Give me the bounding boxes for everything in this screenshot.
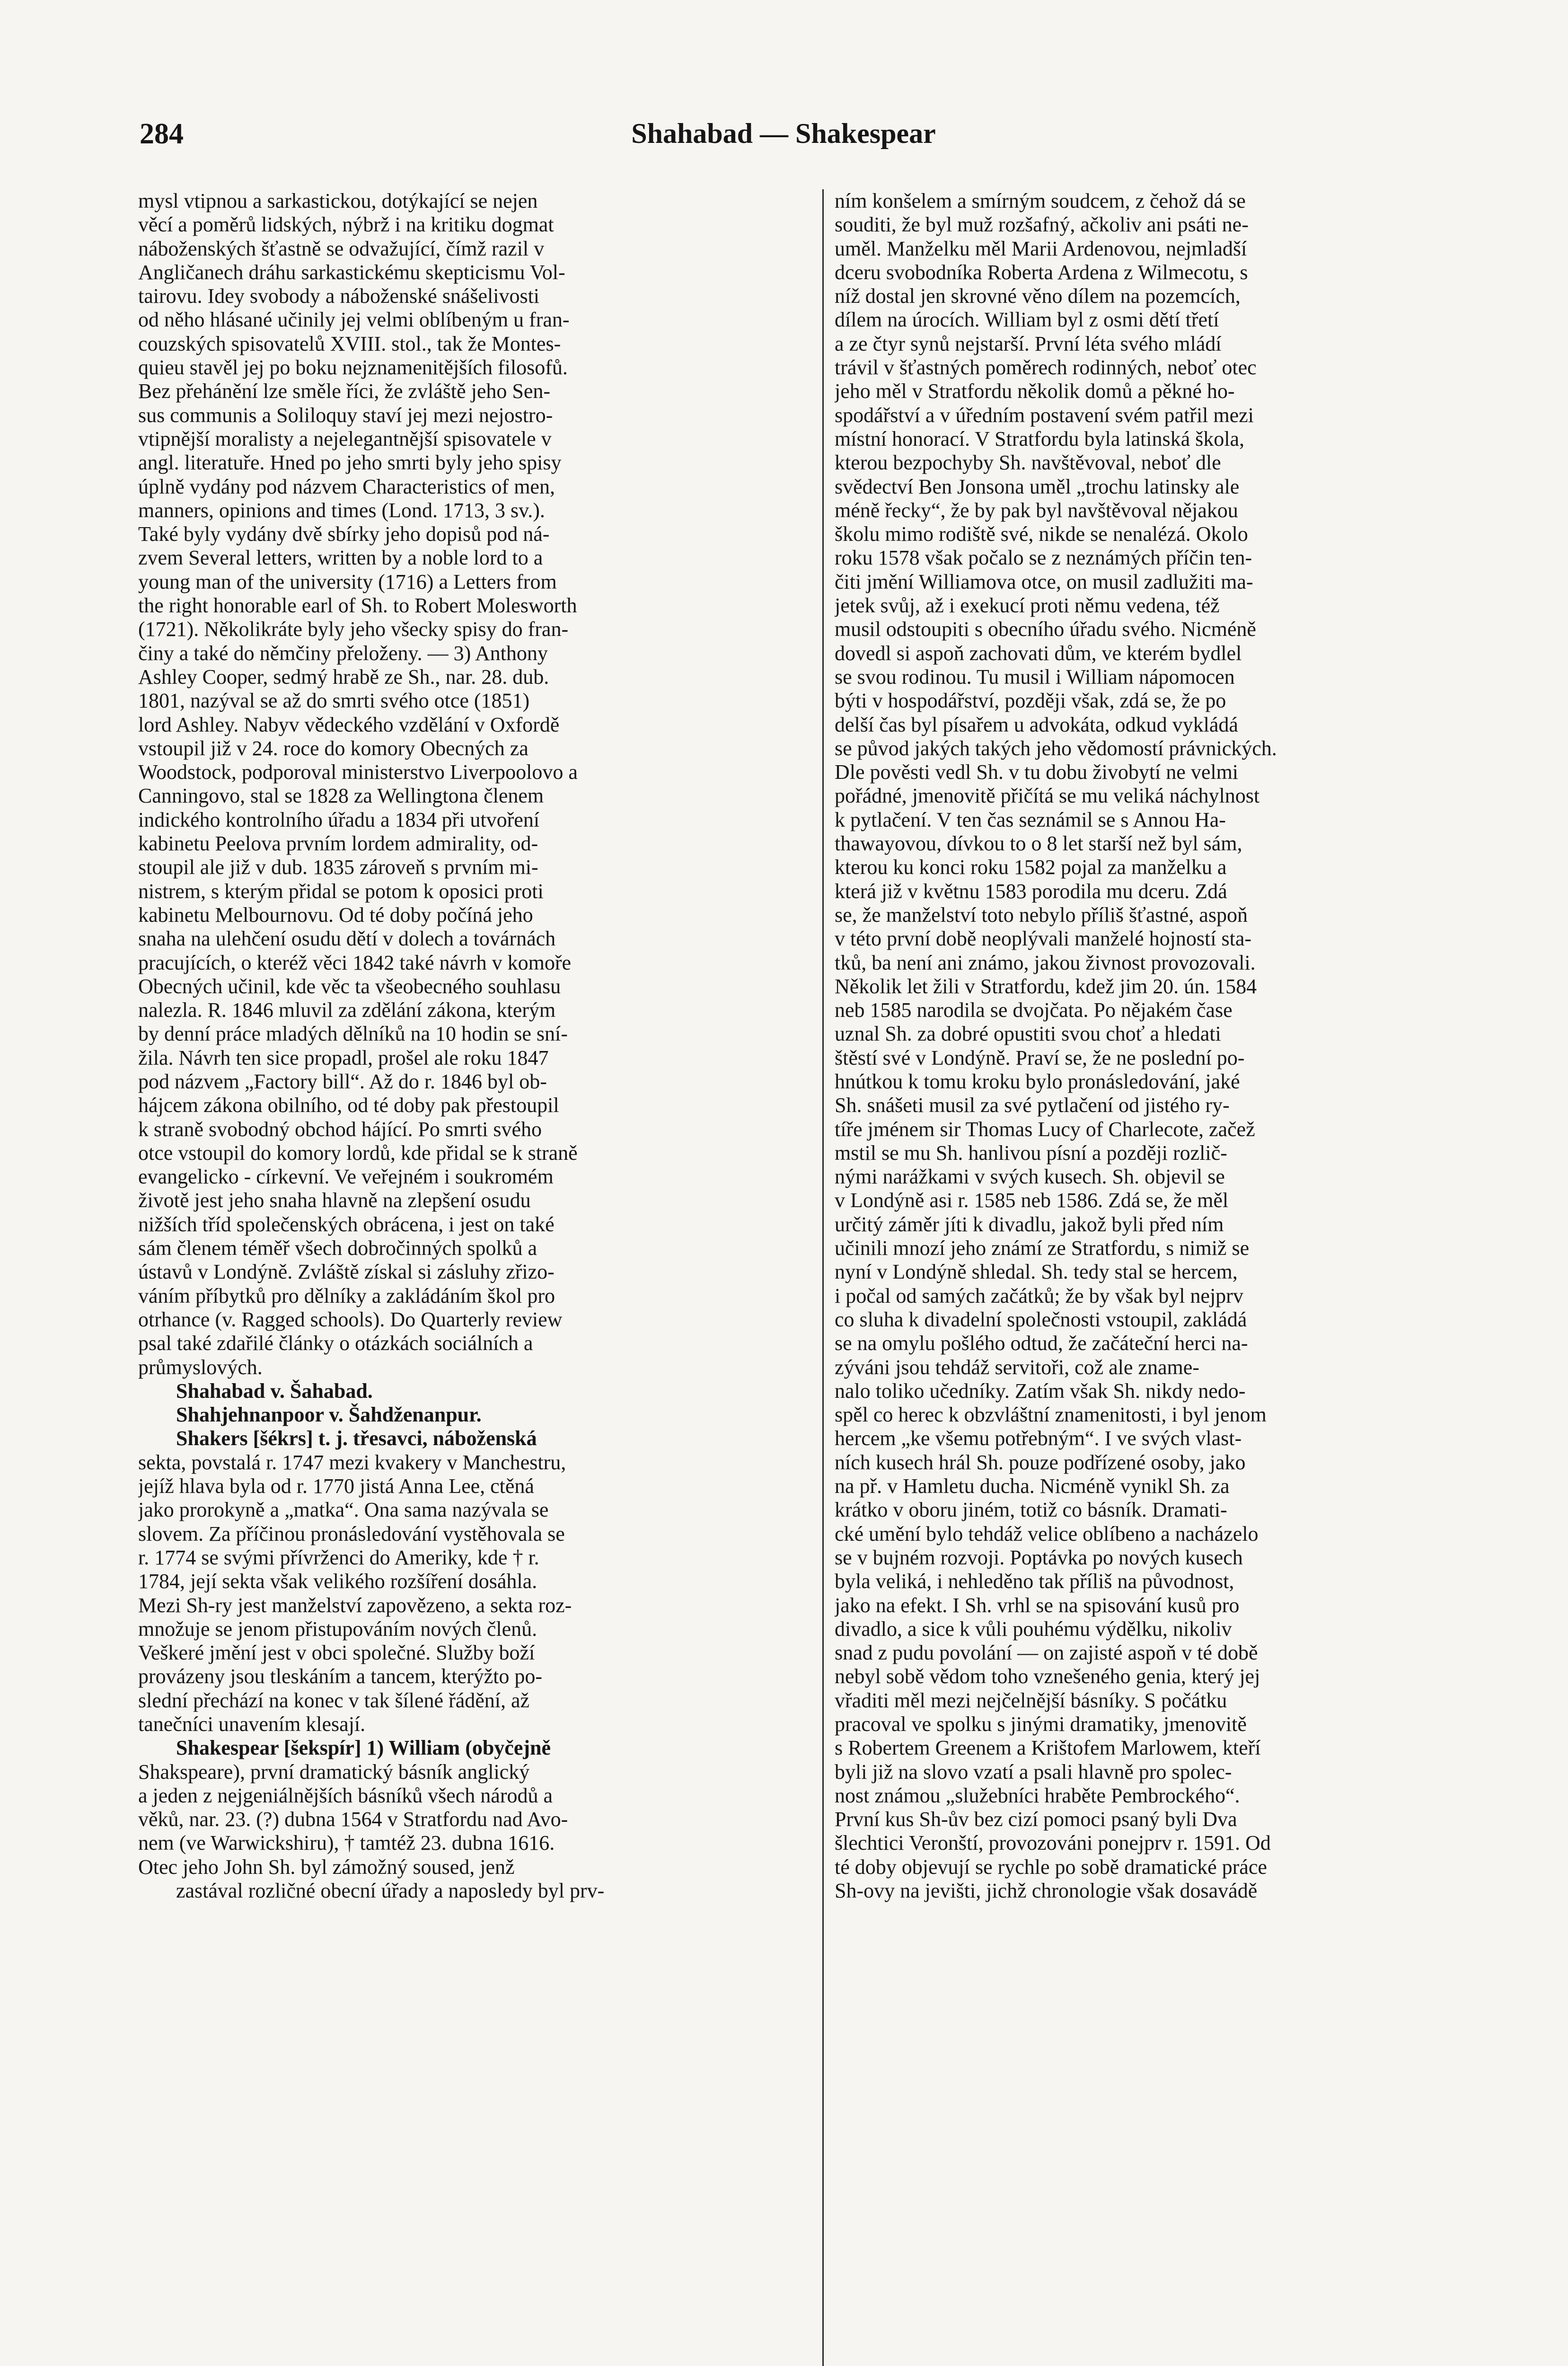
text-line: thawayovou, dívkou to o 8 let starší než byl sám, bbox=[835, 832, 1242, 856]
text-line: sus communis a Soliloquy staví jej mezi nejostro- bbox=[138, 403, 553, 427]
text-line: souditi, že byl muž rozšafný, ačkoliv ani psáti ne- bbox=[835, 213, 1249, 237]
text-line: uznal Sh. za dobré opustiti svou choť a hledati bbox=[835, 1022, 1221, 1046]
text-line: 1801, nazýval se až do smrti svého otce (1851) bbox=[138, 689, 530, 713]
text-line: nyní v Londýně shledal. Sh. tedy stal se hercem, bbox=[835, 1260, 1238, 1284]
text-line: a ze čtyr synů nejstarší. První léta svého mládí bbox=[835, 332, 1222, 355]
text-line: pracoval ve spolku s jinými dramatiky, jmenovitě bbox=[835, 1713, 1247, 1736]
text-line: nebyl sobě vědom toho vznešeného genia, který jej bbox=[835, 1665, 1260, 1688]
text-line: hájcem zákona obilního, od té doby pak přestoupil bbox=[138, 1094, 559, 1117]
text-line: určitý záměr jíti k divadlu, jakož byli před ním bbox=[835, 1212, 1224, 1236]
text-line: kterou bezpochyby Sh. navštěvoval, neboť dle bbox=[835, 451, 1221, 475]
text-line: Veškeré jmění jest v obci společné. Služby boží bbox=[138, 1641, 535, 1665]
text-line: otce vstoupil do komory lordů, kde přidal se k straně bbox=[138, 1141, 578, 1165]
text-line: školu mimo rodiště své, nikde se nenalézá. Okolo bbox=[835, 522, 1248, 546]
text-line: náboženských šťastně se odvažující, čímž razil v bbox=[138, 237, 545, 260]
text-line: Obecných učinil, kde věc ta všeobecného souhlasu bbox=[138, 974, 561, 998]
text-line: šlechtici Veronští, provozováni ponejprv r. 1591. Od bbox=[835, 1831, 1271, 1855]
text-line: lord Ashley. Nabyv vědeckého vzdělání v Oxfordě bbox=[138, 713, 560, 736]
text-line: se, že manželství toto nebylo příliš šťastné, aspoň bbox=[835, 903, 1248, 927]
text-line: učinili mnozí jeho známí ze Stratfordu, s nimiž se bbox=[835, 1236, 1250, 1260]
text-line: věcí a poměrů lidských, nýbrž i na kritiku dogmat bbox=[138, 213, 554, 237]
text-line: nost známou „služebníci hraběte Pembrockého“. bbox=[835, 1783, 1240, 1807]
text-line: provázeny jsou tleskáním a tancem, kterýžto po- bbox=[138, 1665, 543, 1688]
text-line: snaha na ulehčení osudu dětí v dolech a továrnách bbox=[138, 927, 556, 951]
text-line: První kus Sh-ův bez cizí pomoci psaný byli Dva bbox=[835, 1808, 1237, 1831]
text-line: pod názvem „Factory bill“. Až do r. 1846 byl ob- bbox=[138, 1069, 547, 1093]
text-line: cké umění bylo tehdáž velice oblíbeno a nacházelo bbox=[835, 1522, 1259, 1545]
text-line: dceru svobodníka Roberta Ardena z Wilmecotu, s bbox=[835, 260, 1248, 284]
text-line: pořádné, jmenovitě přičítá se mu veliká náchylnost bbox=[835, 784, 1260, 808]
running-title: Shahabad — Shakespear bbox=[631, 118, 936, 149]
text-line: pracujících, o kteréž věci 1842 také návrh v komoře bbox=[138, 951, 572, 974]
text-line: jetek svůj, až i exekucí proti němu vedena, též bbox=[835, 594, 1220, 618]
text-line: trávil v šťastných poměrech rodinných, neboť otec bbox=[835, 356, 1257, 380]
text-line: se v bujném rozvoji. Poptávka po nových kusech bbox=[835, 1545, 1243, 1569]
text-line: byli již na slovo vzatí a psali hlavně pro spolec- bbox=[835, 1760, 1232, 1783]
text-line: od něho hlásané učinily jej velmi oblíbeným u fran- bbox=[138, 308, 570, 332]
text-line: dovedl si aspoň zachovati dům, ve kterém bydlel bbox=[835, 641, 1242, 665]
text-line: Otec jeho John Sh. byl zámožný soused, jenž bbox=[138, 1855, 515, 1879]
text-line: krátko v oboru jiném, totiž co básník. Dramati- bbox=[835, 1498, 1227, 1522]
text-line: žila. Návrh ten sice propadl, prošel ale roku 1847 bbox=[138, 1046, 549, 1069]
text-line: angl. literatuře. Hned po jeho smrti byly jeho spisy bbox=[138, 451, 562, 475]
text-line: místní honorací. V Stratfordu byla latinská škola, bbox=[835, 427, 1245, 450]
text-line: méně řecky“, že by pak byl navštěvoval nějakou bbox=[835, 498, 1238, 522]
text-line: se svou rodinou. Tu musil i William nápomocen bbox=[835, 665, 1235, 689]
text-line: Sh-ovy na jevišti, jichž chronologie však dosavádě bbox=[835, 1879, 1258, 1903]
text-line: štěstí své v Londýně. Praví se, že ne poslední po- bbox=[835, 1046, 1245, 1069]
text-line: jako na efekt. I Sh. vrhl se na spisování kusů pro bbox=[835, 1593, 1240, 1617]
text-line: níž dostal jen skrovné věno dílem na pozemcích, bbox=[835, 284, 1241, 308]
text-line: the right honorable earl of Sh. to Robert Molesworth bbox=[138, 594, 577, 618]
text-line: snad z pudu povolání — on zajisté aspoň v té době bbox=[835, 1641, 1258, 1665]
text-line: průmyslových. bbox=[138, 1355, 263, 1379]
text-line: kabinetu Peelova prvním lordem admirality, od- bbox=[138, 832, 538, 856]
text-line: jako prorokyně a „matka“. Ona sama nazývala se bbox=[138, 1498, 549, 1522]
text-line: s Robertem Greenem a Krištofem Marlowem, kteří bbox=[835, 1736, 1261, 1760]
text-line: psal také zdařilé články o otázkách sociálních a bbox=[138, 1332, 533, 1355]
text-line: se na omylu pošlého odtud, že začáteční herci na- bbox=[835, 1332, 1248, 1355]
page-header bbox=[140, 117, 1427, 155]
text-line: činy a také do němčiny přeloženy. — 3) Anthony bbox=[138, 641, 548, 665]
text-line: v Londýně asi r. 1585 neb 1586. Zdá se, že měl bbox=[835, 1189, 1229, 1212]
text-line: Woodstock, podporoval ministerstvo Liverpoolovo a bbox=[138, 760, 578, 784]
text-line: věků, nar. 23. (?) dubna 1564 v Stratfordu nad Avo- bbox=[138, 1808, 568, 1831]
text-line: Několik let žili v Stratfordu, kdež jim 20. ún. 1584 bbox=[835, 974, 1257, 998]
text-line: jeho měl v Stratfordu několik domů a pěkné ho- bbox=[835, 380, 1235, 403]
text-line: tíře jménem sir Thomas Lucy of Charlecote, začež bbox=[835, 1117, 1255, 1141]
text-line: zýváni jsou tehdáž servitoři, což ale zname- bbox=[835, 1355, 1199, 1379]
text-line: nalo toliko učedníky. Zatím však Sh. nikdy nedo- bbox=[835, 1379, 1246, 1403]
text-line: čiti jmění Williamova otce, on musil zadlužiti ma- bbox=[835, 570, 1253, 593]
text-line: by denní práce mladých dělníků na 10 hodin se sní- bbox=[138, 1022, 568, 1046]
text-line: Shakers [šékrs] t. j. třesavci, náboženská bbox=[176, 1427, 537, 1450]
text-line: couzských spisovatelů XVIII. stol., tak že Montes- bbox=[138, 332, 561, 355]
text-line: 1784, její sekta však velikého rozšíření dosáhla. bbox=[138, 1570, 537, 1593]
text-line: množuje se jenom přistupováním nových členů. bbox=[138, 1617, 537, 1641]
text-line: delší čas byl písařem u advokáta, odkud vykládá bbox=[835, 713, 1238, 736]
text-line: co sluha k divadelní společnosti vstoupil, zakládá bbox=[835, 1307, 1247, 1331]
text-line: evangelicko - církevní. Ve veřejném i soukromém bbox=[138, 1165, 554, 1189]
text-line: nem (ve Warwickshiru), † tamtéž 23. dubna 1616. bbox=[138, 1831, 555, 1855]
text-line: roku 1578 však počalo se z neznámých příčin ten- bbox=[835, 546, 1252, 570]
text-line: tanečníci unavením klesají. bbox=[138, 1713, 366, 1736]
text-line: vtipnější moralisty a nejelegantnější spisovatele v bbox=[138, 427, 552, 450]
text-line: tairovu. Idey svobody a náboženské snášelivosti bbox=[138, 284, 540, 308]
text-line: Také byly vydány dvě sbírky jeho dopisů pod ná- bbox=[138, 522, 550, 546]
text-line: Dle pověsti vedl Sh. v tu dobu živobytí ne velmi bbox=[835, 760, 1239, 784]
text-line: té doby objevují se rychle po sobě dramatické práce bbox=[835, 1855, 1267, 1879]
text-line: kabinetu Melbournovu. Od té doby počíná jeho bbox=[138, 903, 533, 927]
text-line: se původ jakých takých jeho vědomostí právnických. bbox=[835, 736, 1277, 760]
text-line: ních kusech hrál Sh. pouze podřízené osoby, jako bbox=[835, 1450, 1246, 1474]
text-line: stoupil ale již v dub. 1835 zároveň s prvním mi- bbox=[138, 856, 538, 879]
text-line: tků, ba není ani známo, jakou živnost provozovali. bbox=[835, 951, 1256, 974]
text-line: v této první době neoplývali manželé hojností sta- bbox=[835, 927, 1252, 951]
text-line: slední přechází na konec v tak šílené řádění, až bbox=[138, 1688, 530, 1712]
text-line: vřaditi měl mezi nejčelnější básníky. S počátku bbox=[835, 1688, 1227, 1712]
text-line: Shahabad v. Šahabad. bbox=[176, 1379, 373, 1403]
column-divider bbox=[822, 189, 824, 2366]
text-line: sekta, povstalá r. 1747 mezi kvakery v Manchestru, bbox=[138, 1450, 566, 1474]
text-line: slovem. Za příčinou pronásledování vystěhovala se bbox=[138, 1522, 565, 1545]
text-line: indického kontrolního úřadu a 1834 při utvoření bbox=[138, 808, 540, 831]
right-column bbox=[835, 189, 1488, 2366]
text-line: hercem „ke všemu potřebným“. I ve svých vlast- bbox=[835, 1427, 1242, 1450]
text-line: uměl. Manželku měl Marii Ardenovou, nejmladší bbox=[835, 237, 1247, 260]
text-line: váním příbytků pro dělníky a zakládáním škol pro bbox=[138, 1284, 555, 1307]
text-line: kterou ku konci roku 1582 pojal za manželku a bbox=[835, 856, 1227, 879]
left-column bbox=[138, 189, 815, 2366]
text-line: (1721). Několikráte byly jeho všecky spisy do fran- bbox=[138, 618, 569, 641]
text-line: jejíž hlava byla od r. 1770 jistá Anna Lee, ctěná bbox=[138, 1474, 534, 1498]
text-line: k pytlačení. V ten čas seznámil se s Annou Ha- bbox=[835, 808, 1226, 831]
text-line: spodářství a v úředním postavení svém patřil mezi bbox=[835, 403, 1254, 427]
text-line: svědectví Ben Jonsona uměl „trochu latinsky ale bbox=[835, 475, 1240, 498]
text-line: Angličanech dráhu sarkastickému skepticismu Vol- bbox=[138, 260, 565, 284]
text-line: spěl co herec k obzvláštní znamenitosti, i byl jenom bbox=[835, 1403, 1267, 1427]
text-line: neb 1585 narodila se dvojčata. Po nějakém čase bbox=[835, 998, 1233, 1022]
text-line: Shahjehnanpoor v. Šahdženanpur. bbox=[176, 1403, 482, 1427]
text-line: ústavů v Londýně. Zvláště získal si zásluhy zřizo- bbox=[138, 1260, 555, 1284]
page-number: 284 bbox=[140, 118, 184, 150]
text-line: Shakspeare), první dramatický básník anglický bbox=[138, 1760, 530, 1783]
text-line: mstil se mu Sh. hanlivou písní a později rozlič- bbox=[835, 1141, 1227, 1165]
text-line: mysl vtipnou a sarkastickou, dotýkající se nejen bbox=[138, 189, 538, 212]
text-line: Ashley Cooper, sedmý hrabě ze Sh., nar. 28. dub. bbox=[138, 665, 549, 689]
text-line: která již v květnu 1583 porodila mu dceru. Zdá bbox=[835, 879, 1227, 903]
text-line: nistrem, s kterým přidal se potom k oposici proti bbox=[138, 879, 544, 903]
text-line: manners, opinions and times (Lond. 1713, 3 sv.). bbox=[138, 498, 545, 522]
text-line: byla veliká, i nehleděno tak příliš na původnost, bbox=[835, 1570, 1234, 1593]
text-line: a jeden z nejgeniálnějších básníků všech národů a bbox=[138, 1783, 553, 1807]
text-line: Shakespear [šekspír] 1) William (obyčejně bbox=[176, 1736, 551, 1760]
text-line: nými narážkami v svých kusech. Sh. objevil se bbox=[835, 1165, 1225, 1189]
text-line: zastával rozličné obecní úřady a naposledy byl prv- bbox=[176, 1879, 605, 1903]
text-line: sám členem téměř všech dobročinných spolků a bbox=[138, 1236, 537, 1260]
text-line: hnútkou k tomu kroku bylo pronásledování, jaké bbox=[835, 1069, 1240, 1093]
text-line: k straně svobodný obchod hájící. Po smrti svého bbox=[138, 1117, 542, 1141]
text-line: dílem na úrocích. William byl z osmi dětí třetí bbox=[835, 308, 1219, 332]
text-line: Bez přehánění lze směle říci, že zvláště jeho Sen- bbox=[138, 380, 551, 403]
text-line: na př. v Hamletu ducha. Nicméně vynikl Sh. za bbox=[835, 1474, 1230, 1498]
text-line: nalezla. R. 1846 mluvil za zdělání zákona, kterým bbox=[138, 998, 556, 1022]
text-line: Canningovo, stal se 1828 za Wellingtona členem bbox=[138, 784, 544, 808]
text-line: young man of the university (1716) a Letters from bbox=[138, 570, 557, 593]
text-line: vstoupil již v 24. roce do komory Obecných za bbox=[138, 736, 529, 760]
text-line: býti v hospodářství, později však, zdá se, že po bbox=[835, 689, 1226, 713]
text-line: divadlo, a sice k vůli pouhému výdělku, nikoliv bbox=[835, 1617, 1232, 1641]
text-line: zvem Several letters, written by a noble lord to a bbox=[138, 546, 543, 570]
text-line: musil odstoupiti s obecního úřadu svého. Nicméně bbox=[835, 618, 1256, 641]
text-line: ním konšelem a smírným soudcem, z čehož dá se bbox=[835, 189, 1246, 212]
text-line: quieu stavěl jej po boku nejznamenitějších filosofů. bbox=[138, 356, 568, 380]
text-line: Sh. snášeti musil za své pytlačení od jistého ry- bbox=[835, 1094, 1230, 1117]
text-line: r. 1774 se svými přívrženci do Ameriky, kde † r. bbox=[138, 1545, 539, 1569]
text-line: nižších tříd společenských obrácena, i jest on také bbox=[138, 1212, 555, 1236]
text-line: úplně vydány pod názvem Characteristics of men, bbox=[138, 475, 555, 498]
text-line: i počal od samých začátků; že by však byl nejprv bbox=[835, 1284, 1243, 1307]
text-line: životě jest jeho snaha hlavně na zlepšení osudu bbox=[138, 1189, 531, 1212]
text-line: otrhance (v. Ragged schools). Do Quarterly review bbox=[138, 1307, 563, 1331]
text-line: Mezi Sh-ry jest manželství zapovězeno, a sekta roz- bbox=[138, 1593, 572, 1617]
